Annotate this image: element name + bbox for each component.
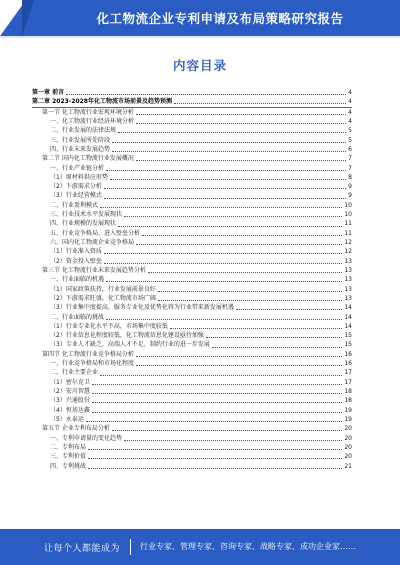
toc-leader-dots: [118, 226, 342, 227]
toc-entry[interactable]: [32, 378, 352, 387]
toc-leader-dots: [136, 365, 342, 366]
toc-entry-text: （2）宏川智慧: [50, 388, 90, 395]
toc-page-number: 19: [344, 406, 352, 414]
toc-leader-dots: [88, 458, 342, 459]
toc-leader-dots: [92, 393, 343, 394]
toc-entry[interactable]: [32, 219, 352, 228]
toc-entry[interactable]: [32, 154, 352, 163]
toc-entry[interactable]: [32, 238, 352, 247]
toc-entry-text: 二、专利布局: [50, 443, 87, 451]
toc-entry[interactable]: [32, 434, 352, 443]
toc-page-number: 11: [344, 220, 352, 228]
toc-page-number: 7: [348, 155, 352, 163]
toc-entry-text: 三、行业发展所处阶段: [50, 136, 111, 144]
toc-page-number: 14: [344, 322, 352, 330]
toc-leader-dots: [66, 94, 346, 95]
toc-entry[interactable]: [32, 368, 352, 377]
toc-page-number: 12: [344, 248, 352, 256]
toc-entry[interactable]: [32, 210, 352, 219]
toc-entry-text: 三、行业技术水平发展现状: [50, 211, 123, 219]
toc-entry-text: 一、专利申请量的变化趋势: [50, 434, 123, 442]
toc-page-number: 17: [344, 369, 352, 377]
toc-leader-dots: [110, 179, 346, 180]
toc-entry-text: （4）恒基达鑫: [50, 406, 90, 414]
toc-leader-dots: [142, 235, 342, 236]
toc-entry[interactable]: [32, 164, 352, 173]
toc-page-number: 4: [348, 117, 352, 125]
toc-page-number: 20: [344, 453, 352, 461]
toc-page-number: 4: [348, 98, 352, 106]
toc-leader-dots: [124, 216, 342, 217]
header-accent-line: [0, 36, 400, 38]
toc-page-number: 15: [344, 332, 352, 340]
toc-leader-dots: [92, 412, 343, 413]
toc-leader-dots: [136, 114, 346, 115]
toc-leader-dots: [88, 449, 342, 450]
toc-entry[interactable]: [32, 406, 352, 415]
toc-page-number: 5: [348, 127, 352, 135]
toc-heading: 内容目录: [172, 58, 227, 73]
toc-entry-text: 第二节 国内化工物流行业发展概况: [42, 155, 134, 163]
toc-entry-text: （1）行业准入资质: [50, 248, 102, 256]
toc-entry[interactable]: [32, 266, 352, 275]
toc-page-number: 4: [348, 108, 352, 116]
toc-leader-dots: [136, 356, 342, 357]
toc-page-number: 19: [344, 415, 352, 423]
toc-entry[interactable]: [32, 387, 352, 396]
toc-page-number: 14: [344, 313, 352, 321]
toc-page-number: 5: [348, 136, 352, 144]
toc-entry-text: 第二章 2023-2028年化工物流市场前景及趋势预测: [32, 98, 172, 106]
document-title: 化工物流企业专利申请及布局策略研究报告: [96, 11, 344, 26]
toc-entry-text: 第五节 企业专利布局分析: [42, 425, 110, 433]
toc-entry[interactable]: [32, 247, 352, 256]
toc-entry[interactable]: [32, 201, 352, 210]
toc-page-number: 11: [344, 229, 352, 237]
toc-leader-dots: [158, 291, 343, 292]
toc-entry-text: 三、专利价值: [50, 453, 87, 461]
toc-entry[interactable]: [32, 396, 352, 405]
toc-entry[interactable]: [32, 415, 352, 424]
toc-entry[interactable]: [32, 443, 352, 452]
toc-page-number: 21: [344, 462, 352, 470]
toc-entry-text: 四、行业未来发展趋势: [50, 145, 111, 153]
toc-page-number: 13: [344, 266, 352, 274]
toc-page-number: 14: [344, 304, 352, 312]
toc-leader-dots: [212, 347, 343, 348]
toc-leader-dots: [174, 103, 346, 104]
toc-leader-dots: [104, 188, 346, 189]
toc-entry-text: 四、行业规模的发展现状: [50, 220, 117, 228]
toc-entry-text: 一、化工物流行业经济环境分析: [50, 117, 135, 125]
toc-leader-dots: [206, 337, 343, 338]
toc-entry[interactable]: [32, 350, 352, 359]
toc-page-number: 8: [348, 173, 352, 181]
toc-entry[interactable]: [32, 313, 352, 322]
toc-page-number: 16: [344, 360, 352, 368]
toc-entry[interactable]: [32, 331, 352, 340]
toc-leader-dots: [112, 151, 346, 152]
toc-page-number: 13: [344, 294, 352, 302]
toc-entry-text: （1）国家政策扶持，行业发展前景良好: [50, 285, 156, 293]
toc-entry[interactable]: [32, 97, 352, 107]
toc-entry[interactable]: [32, 117, 352, 126]
toc-entry[interactable]: [32, 173, 352, 182]
footer-divider: [130, 539, 131, 555]
toc-leader-dots: [106, 319, 342, 320]
toc-page-number: 20: [344, 443, 352, 451]
toc-leader-dots: [104, 253, 343, 254]
toc-entry-text: 四、专利挑战: [50, 462, 87, 470]
toc-page-number: 7: [348, 164, 352, 172]
toc-page-number: 10: [344, 211, 352, 219]
toc-page-number: 13: [344, 257, 352, 265]
toc-entry-text: 第一章 前言: [32, 89, 65, 96]
toc-entry[interactable]: [32, 359, 352, 368]
toc-page-number: 20: [344, 434, 352, 442]
toc-entry[interactable]: [32, 303, 352, 312]
toc-entry[interactable]: [32, 285, 352, 294]
toc-entry[interactable]: [32, 340, 352, 349]
toc-entry[interactable]: [32, 108, 352, 117]
toc-entry-text: 第四节 化工物流行业竞争格局分析: [42, 350, 134, 358]
toc-entry-text: （1）原材料供应形势: [50, 173, 108, 181]
toc-leader-dots: [92, 384, 343, 385]
toc-leader-dots: [136, 244, 342, 245]
toc-page-number: 9: [348, 183, 352, 191]
toc-leader-dots: [170, 328, 343, 329]
toc-entry-text: 二、行业盈利模式: [50, 201, 99, 209]
toc-page-number: 15: [344, 341, 352, 349]
footer-slogan: 让每个人都能成为: [44, 544, 121, 554]
toc-leader-dots: [158, 300, 343, 301]
toc-leader-dots: [104, 198, 346, 199]
toc-entry-text: 第一节 化工物流行业宏观环境分析: [42, 108, 134, 116]
toc-entry-text: （1）密尔克卫: [50, 378, 90, 386]
toc-entry[interactable]: [32, 294, 352, 303]
toc-leader-dots: [124, 440, 342, 441]
toc-entry[interactable]: [32, 88, 352, 97]
toc-leader-dots: [88, 468, 342, 469]
toc-entry-text: 二、行业面临的挑战: [50, 313, 105, 321]
toc-page-number: 4: [348, 89, 352, 96]
toc-entry-text: （2）下游需求旺盛，化工物流市场广阔: [50, 294, 156, 302]
toc-entry-text: （2）行业信息化程度较低，化工物流信息化建设亟待加强: [50, 332, 204, 340]
toc-entry-text: （3）行业集中度提高，服务专业化及优势化将为行业带来新发展机遇: [50, 304, 234, 312]
toc-entry[interactable]: [32, 257, 352, 266]
toc-page-number: 16: [344, 350, 352, 358]
toc-page-number: 18: [344, 388, 352, 395]
toc-entry-text: 二、行业主要企业: [50, 369, 99, 377]
toc-entry-text: （3）兴通股份: [50, 397, 90, 405]
toc-page-number: 13: [344, 276, 352, 284]
toc-entry-text: （3）专业人才缺乏，高端人才不足，制约行业的进一步发展: [50, 341, 210, 349]
toc-leader-dots: [104, 263, 343, 264]
toc-entry-text: （1）行业专业化水平不高，市场集中度较低: [50, 322, 168, 330]
toc-leader-dots: [92, 402, 343, 403]
toc-entry[interactable]: [32, 191, 352, 200]
toc-entry[interactable]: [32, 322, 352, 331]
toc-entry[interactable]: [32, 126, 352, 135]
toc-leader-dots: [112, 430, 342, 431]
toc-entry[interactable]: [32, 136, 352, 145]
toc-entry-text: （2）下游需求分析: [50, 183, 102, 191]
toc-page-number: 13: [344, 285, 352, 293]
toc-entry-text: 第三节 化工物流行业未来发展趋势分析: [42, 266, 146, 274]
toc-entry-text: （5）永泰运: [50, 415, 84, 423]
toc-page-number: 17: [344, 378, 352, 386]
toc-entry-text: 一、行业竞争格局和市场化程度: [50, 360, 135, 368]
toc-entry-text: （2）资金投入壁垒: [50, 257, 102, 265]
toc-entry-text: （3）行业经营模式: [50, 192, 102, 200]
toc-leader-dots: [100, 375, 342, 376]
toc-entry-text: 五、行业竞争格局、进入壁垒分析: [50, 229, 141, 237]
toc-leader-dots: [136, 160, 346, 161]
toc-entry[interactable]: [32, 145, 352, 154]
toc-entry[interactable]: [32, 424, 352, 433]
toc-leader-dots: [236, 309, 343, 310]
toc-entry[interactable]: [32, 462, 352, 471]
toc-entry[interactable]: [32, 229, 352, 238]
toc-entry-text: 一、行业产业链分析: [50, 164, 105, 172]
toc-page-number: 20: [344, 425, 352, 433]
table-of-contents: [32, 88, 352, 471]
toc-page-number: 6: [348, 145, 352, 153]
toc-page-number: 9: [348, 192, 352, 200]
toc-leader-dots: [86, 421, 343, 422]
toc-entry-text: 六、国内化工物流企业竞争格局: [50, 239, 135, 246]
toc-entry[interactable]: [32, 452, 352, 461]
toc-leader-dots: [106, 170, 346, 171]
toc-entry[interactable]: [32, 182, 352, 191]
toc-leader-dots: [148, 272, 342, 273]
toc-leader-dots: [136, 123, 346, 124]
footer-tagline: 行业专家、管理专家、咨询专家、战略专家、成功企业家……: [140, 542, 356, 551]
toc-entry[interactable]: [32, 275, 352, 284]
toc-entry-text: 一、行业面临的机遇: [50, 276, 105, 284]
footer-bar: [0, 529, 400, 565]
toc-page-number: 10: [344, 201, 352, 209]
toc-page-number: 18: [344, 397, 352, 405]
toc-entry-text: 二、行业发展的法律法规: [50, 127, 117, 135]
header-bar: [0, 0, 400, 36]
toc-page-number: 12: [344, 239, 352, 246]
toc-leader-dots: [118, 132, 346, 133]
toc-leader-dots: [112, 142, 346, 143]
toc-leader-dots: [100, 207, 342, 208]
toc-leader-dots: [106, 281, 342, 282]
header-slant-accent: [22, 0, 34, 36]
